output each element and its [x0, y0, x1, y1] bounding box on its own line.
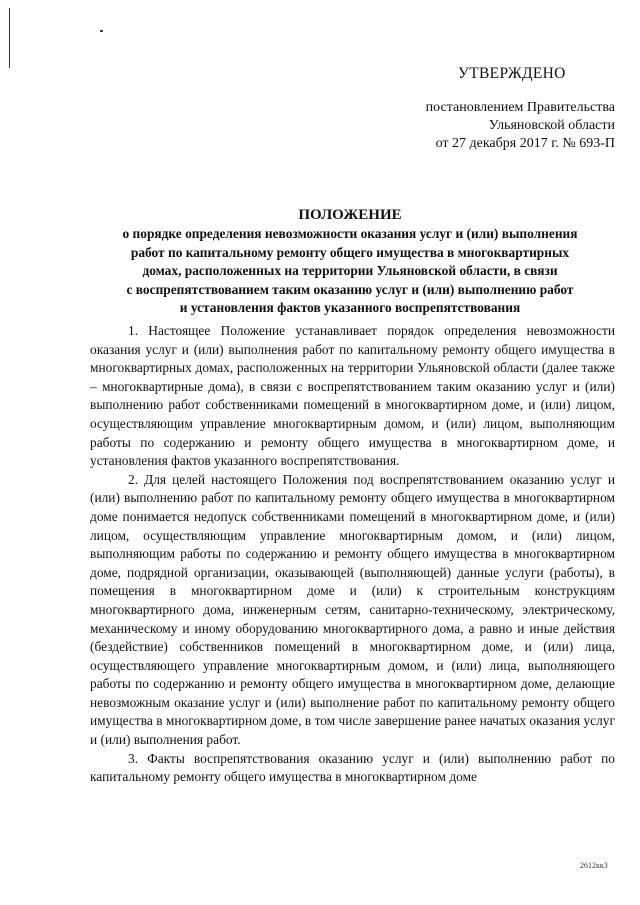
paragraph-3: 3. Факты воспрепятствования оказанию услуг и (или) выполнению работ по капитальному ремонту общего имущества в многоквартирном доме: [90, 750, 615, 785]
decree-line-1: постановлением Правительства: [425, 100, 615, 115]
paragraph-1: 1. Настоящее Положение устанавливает порядок определения невозможности оказания услуг и (или) выполнения работ по капитальному ремонту общего имущества в многоквартирных домах, расположенных на территории Ульяновской области (далее также – многоквартирные дома), в связи с воспрепятствованием таким оказанию услуг и (или) выполнению работ собственниками помещений в многоквартирном доме, и (или) лицом, осуществляющим управление многоквартирным домом, и (или) лицом, выполняющим работы по содержанию и ремонту общего имущества в многоквартирном доме, и установления фактов указанного воспрепятствования.: [90, 323, 615, 469]
title-main: ПОЛОЖЕНИЕ: [298, 207, 402, 223]
title-line-2: работ по капитальному ремонту общего имущества в многоквартирных: [130, 244, 570, 260]
title-line-4: с воспрепятствованием таким оказанию услуг и (или) выполнению работ: [126, 281, 574, 297]
scan-speck: [100, 30, 103, 32]
document-title: [80, 206, 620, 318]
title-line-5: и установления фактов указанного воспрепятствования: [179, 300, 521, 315]
decree-line-3: от 27 декабря 2017 г. № 693-П: [435, 136, 615, 151]
decree-line-2: Ульяновской области: [488, 118, 615, 133]
scan-edge-mark: [9, 8, 10, 68]
document-body: [90, 322, 615, 787]
paragraph-2: 2. Для целей настоящего Положения под воспрепятствованием оказанию услуг и (или) выполнению работ по капитальному ремонту общего имущества в многоквартирном доме понимается недопуск собственниками помещений в многоквартирном доме, и (или) лицом, осуществляющим управление многоквартирным домом, и (или) лицом, выполняющим работы по содержанию и ремонту общего имущества в многоквартирном доме, подрядной организации, оказывающей (выполняющей) данные услуги (работы), в помещения в многоквартирном доме и (или) к строительным конструкциям многоквартирного дома, инженерным сетям, санитарно-техническому, электрическому, механическому и иному оборудованию многоквартирного дома, а равно и иные действия (бездействие) собственников помещений в многоквартирном доме, и (или) лица, осуществляющего управление многоквартирным домом, и (или) лица, выполняющего работы по содержанию и ремонту общего имущества в многоквартирном доме, делающие невозможным оказание услуг и (или) выполнение работ по капитальному ремонту общего имущества в многоквартирном доме, в том числе завершение ранее начатых оказания услуг и (или) выполнения работ.: [90, 471, 615, 748]
title-line-1: о порядке определения невозможности оказания услуг и (или) выполнения: [122, 226, 578, 241]
decree-reference: [380, 99, 615, 153]
document-code: 2612кк3: [580, 861, 608, 870]
approval-stamp-text: УТВЕРЖДЕНО: [458, 65, 566, 82]
title-line-3: домах, расположенных на территории Ульяновской области, в связи: [142, 263, 558, 278]
